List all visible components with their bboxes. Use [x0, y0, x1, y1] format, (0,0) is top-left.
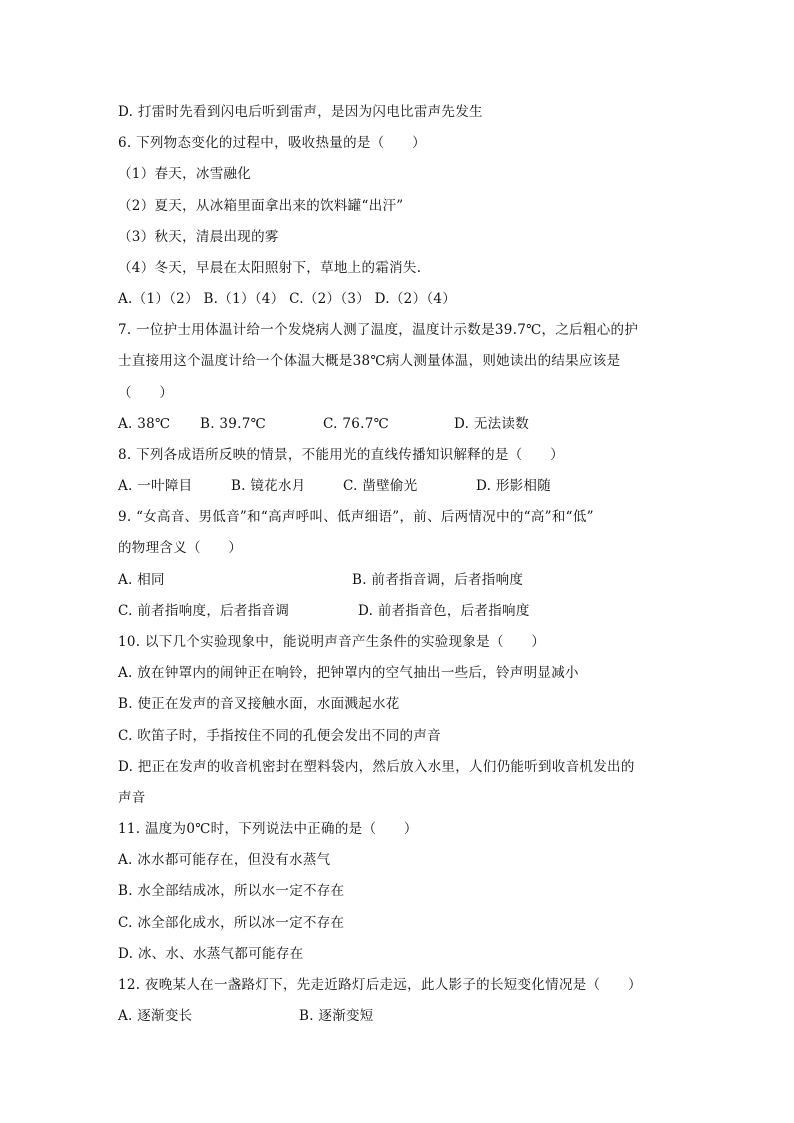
q11-option-d: D. 冰、水、水蒸气都可能存在 — [118, 946, 304, 962]
q6-item-3: （3）秋天，清晨出现的雾 — [118, 229, 279, 245]
q10-option-a: A. 放在钟罩内的闹钟正在响铃，把钟罩内的空气抽出一些后，铃声明显减小 — [118, 665, 579, 681]
q12-stem: 12. 夜晚某人在一盏路灯下，先走近路灯后走远，此人影子的长短变化情况是（ ） — [118, 977, 642, 993]
q7-stem-line-1: 7. 一位护士用体温计给一个发烧病人测了温度，温度计示数是39.7℃，之后粗心的护 — [118, 322, 639, 338]
q7-option-a: A. 38℃ — [118, 416, 171, 432]
q11-option-c: C. 冰全部化成水，所以冰一定不存在 — [118, 915, 345, 931]
q10-option-c: C. 吹笛子时，手指按住不同的孔便会发出不同的声音 — [118, 728, 441, 744]
q9-option-d: D. 前者指音色，后者指响度 — [358, 603, 530, 619]
q8-option-d: D. 形影相随 — [476, 478, 552, 494]
q6-stem: 6. 下列物态变化的过程中，吸收热量的是（ ） — [118, 135, 426, 151]
q8-option-c: C. 凿壁偷光 — [343, 478, 418, 494]
q12-option-b: B. 逐渐变短 — [299, 1008, 374, 1024]
q11-stem: 11. 温度为0℃时，下列说法中正确的是（ ） — [118, 821, 418, 837]
q12-option-a: A. 逐渐变长 — [118, 1008, 193, 1024]
q7-option-c: C. 76.7℃ — [323, 416, 389, 432]
q9-option-a: A. 相同 — [118, 572, 165, 588]
q10-option-d-line-2: 声音 — [118, 790, 146, 806]
q7-option-d: D. 无法读数 — [454, 416, 530, 432]
q5-option-d: D. 打雷时先看到闪电后听到雷声，是因为闪电比雷声先发生 — [118, 104, 483, 120]
q9-stem-line-2: 的物理含义（ ） — [118, 540, 243, 556]
q7-stem-line-3: （ ） — [118, 385, 174, 401]
q10-option-d-line-1: D. 把正在发声的收音机密封在塑料袋内，然后放入水里，人们仍能听到收音机发出的 — [118, 759, 635, 775]
q8-stem: 8. 下列各成语所反映的情景，不能用光的直线传播知识解释的是（ ） — [118, 447, 564, 463]
q8-option-b: B. 镜花水月 — [231, 478, 306, 494]
q6-item-4: （4）冬天，早晨在太阳照射下，草地上的霜消失. — [118, 260, 422, 276]
q6-item-2: （2）夏天，从冰箱里面拿出来的饮料罐“出汗” — [118, 198, 404, 214]
q6-options: A.（1）（2） B.（1）（4） C.（2）（3） D.（2）（4） — [118, 291, 457, 307]
q6-item-1: （1）春天，冰雪融化 — [118, 166, 252, 182]
q11-option-a: A. 冰水都可能存在，但没有水蒸气 — [118, 852, 331, 868]
q10-option-b: B. 使正在发声的音叉接触水面，水面溅起水花 — [118, 696, 400, 712]
q9-option-b: B. 前者指音调，后者指响度 — [352, 572, 524, 588]
q7-stem-line-2: 士直接用这个温度计给一个体温大概是38℃病人测量体温，则她读出的结果应该是 — [118, 353, 621, 369]
q9-option-c: C. 前者指响度，后者指音调 — [118, 603, 290, 619]
q11-option-b: B. 水全部结成冰，所以水一定不存在 — [118, 883, 345, 899]
q9-stem-line-1: 9. “女高音、男低音”和“高声呼叫、低声细语”，前、后两情况中的“高”和“低” — [118, 509, 594, 525]
q7-option-b: B. 39.7℃ — [200, 416, 267, 432]
q8-option-a: A. 一叶障目 — [118, 478, 193, 494]
q10-stem: 10. 以下几个实验现象中，能说明声音产生条件的实验现象是（ ） — [118, 634, 546, 650]
